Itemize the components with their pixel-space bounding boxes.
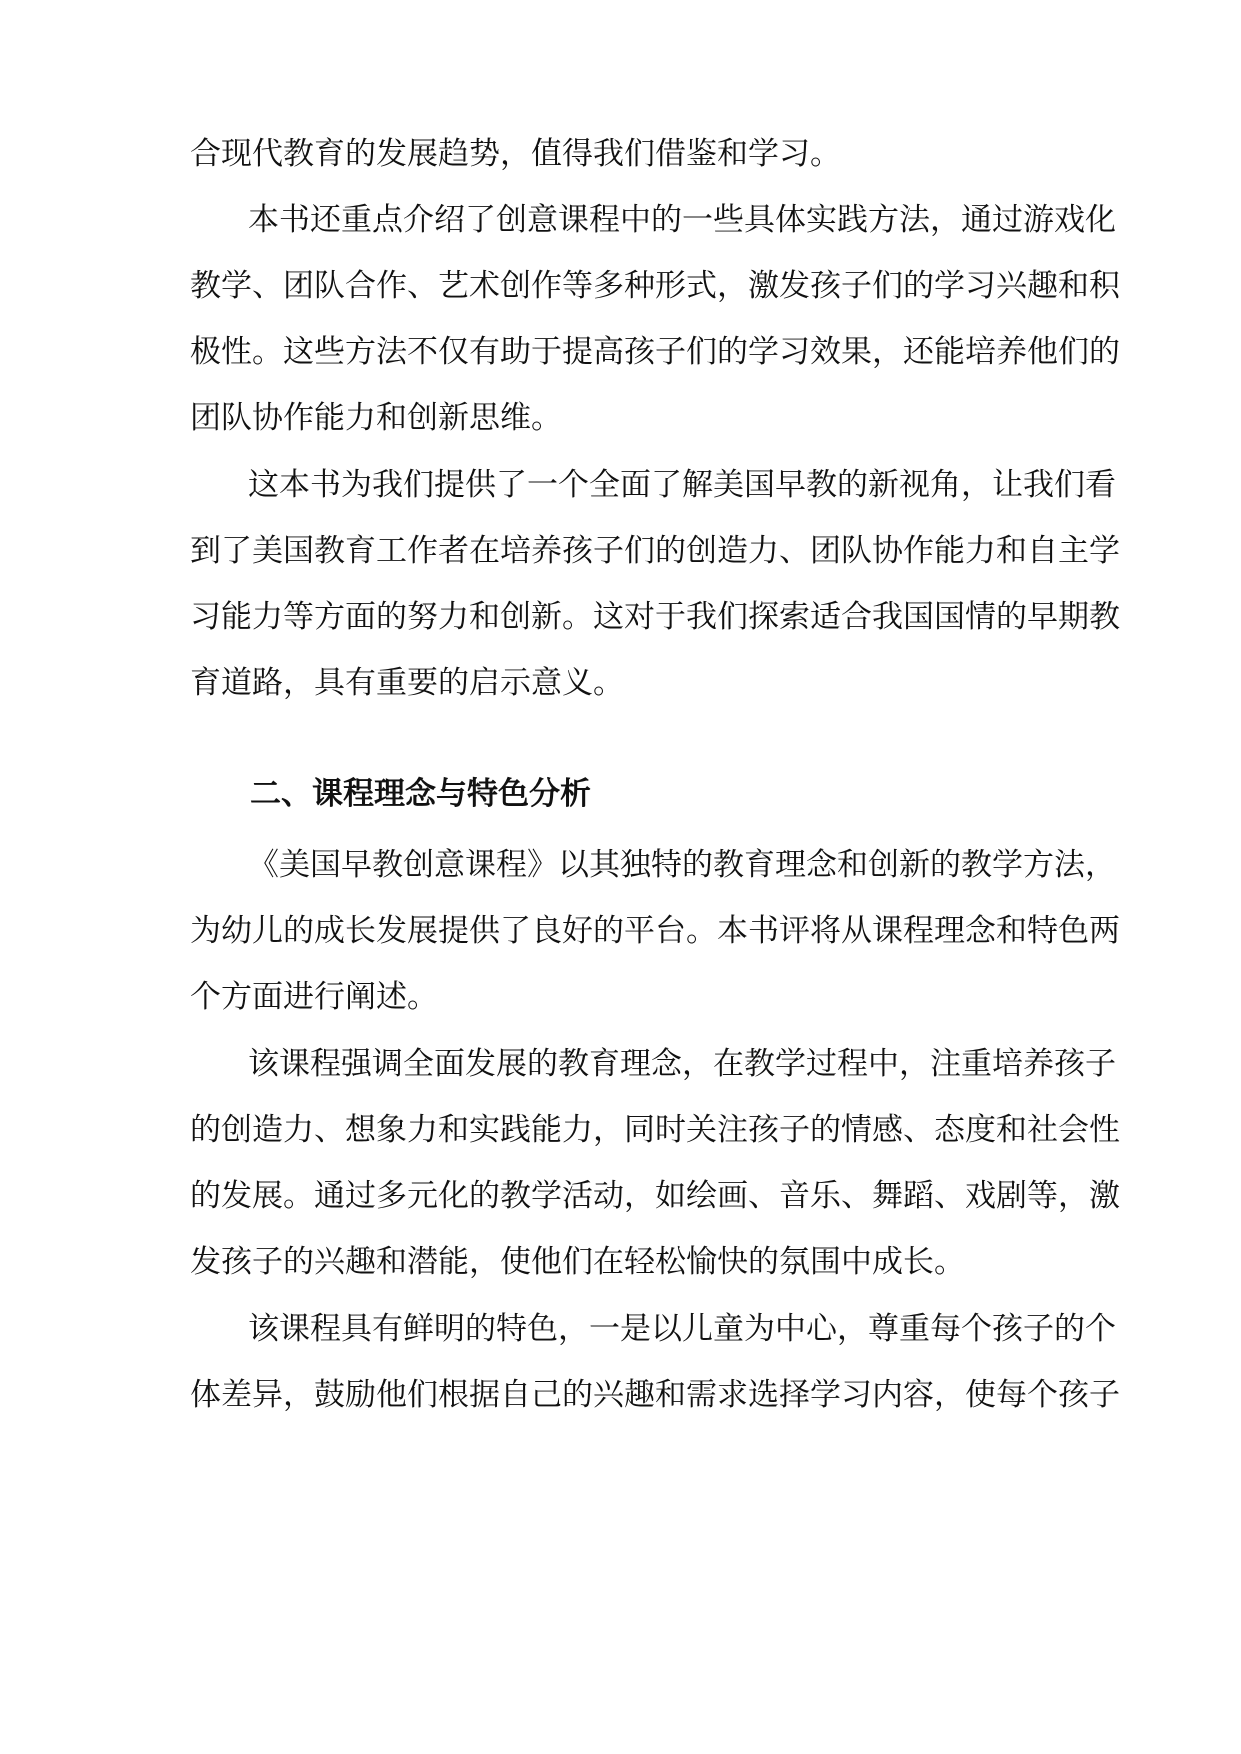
body-text-line: 教学、团队合作、艺术创作等多种形式，激发孩子们的学习兴趣和积 [190, 268, 1120, 304]
body-text-line: 习能力等方面的努力和创新。这对于我们探索适合我国国情的早期教 [190, 599, 1120, 635]
section-heading: 二、课程理念与特色分析 [250, 776, 591, 812]
body-text-line: 个方面进行阐述。 [190, 979, 438, 1015]
body-text-line: 到了美国教育工作者在培养孩子们的创造力、团队协作能力和自主学 [190, 533, 1120, 569]
body-text-line: 极性。这些方法不仅有助于提高孩子们的学习效果，还能培养他们的 [190, 334, 1120, 370]
body-text-line: 团队协作能力和创新思维。 [190, 400, 562, 436]
body-text-line: 为幼儿的成长发展提供了良好的平台。本书评将从课程理念和特色两 [190, 913, 1120, 949]
body-text-line: 《美国早教创意课程》以其独特的教育理念和创新的教学方法， [248, 847, 1116, 883]
body-text-line: 体差异，鼓励他们根据自己的兴趣和需求选择学习内容，使每个孩子 [190, 1377, 1120, 1413]
body-text-line: 该课程具有鲜明的特色，一是以儿童为中心，尊重每个孩子的个 [248, 1311, 1116, 1347]
body-text-line: 这本书为我们提供了一个全面了解美国早教的新视角，让我们看 [248, 467, 1116, 503]
body-text-line: 该课程强调全面发展的教育理念，在教学过程中，注重培养孩子 [248, 1046, 1116, 1082]
body-text-line: 的发展。通过多元化的教学活动，如绘画、音乐、舞蹈、戏剧等，激 [190, 1178, 1120, 1214]
body-text-line: 合现代教育的发展趋势，值得我们借鉴和学习。 [190, 136, 841, 172]
body-text-line: 本书还重点介绍了创意课程中的一些具体实践方法，通过游戏化 [248, 202, 1116, 238]
body-text-line: 发孩子的兴趣和潜能，使他们在轻松愉快的氛围中成长。 [190, 1244, 965, 1280]
body-text-line: 育道路，具有重要的启示意义。 [190, 665, 624, 701]
body-text-line: 的创造力、想象力和实践能力，同时关注孩子的情感、态度和社会性 [190, 1112, 1120, 1148]
